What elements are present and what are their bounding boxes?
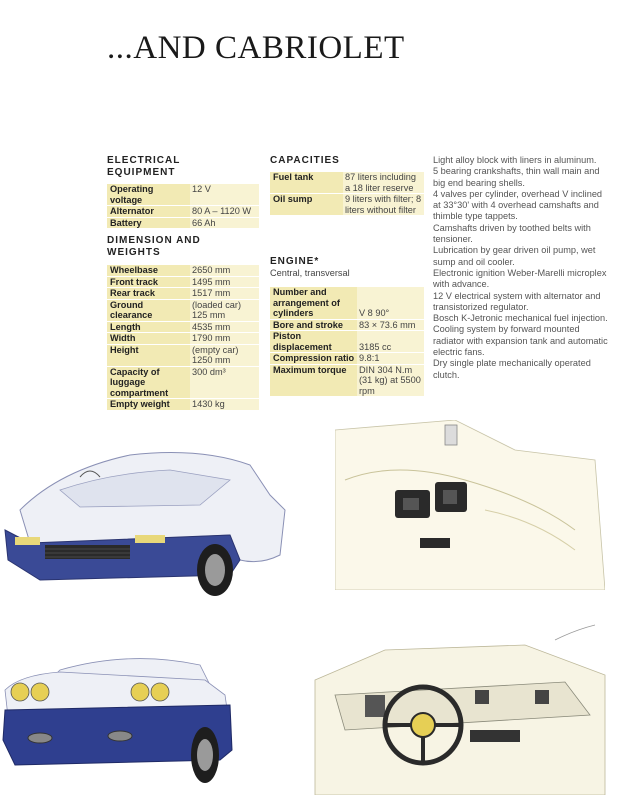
spec-key: Battery <box>107 217 190 228</box>
table-row <box>270 353 424 365</box>
engine-description <box>433 155 609 381</box>
spec-key: Front track <box>107 276 190 288</box>
spec-value: 1517 mm <box>190 288 259 300</box>
description-paragraph: 5 bearing crankshafts, thin wall main and big end bearing shells. <box>433 166 600 188</box>
spec-value: 1790 mm <box>190 333 259 345</box>
table-row <box>107 276 259 288</box>
spec-value: 9.8:1 <box>357 353 424 365</box>
engine-table <box>270 287 424 396</box>
capacities-table <box>270 172 424 215</box>
table-row <box>270 194 424 216</box>
spec-key: Height <box>107 344 190 366</box>
spec-key: Piston displacement <box>270 331 357 353</box>
spec-value: 87 liters including a 18 liter reserve <box>343 172 424 194</box>
engine-heading: ENGINE* <box>270 256 320 267</box>
table-row <box>107 217 259 228</box>
spec-value: 80 A – 1120 W <box>190 206 259 218</box>
spec-key: Capacity of luggage compartment <box>107 366 190 399</box>
spec-value: DIN 304 N.m (31 kg) at 5500 rpm <box>357 364 424 396</box>
table-row <box>107 366 259 399</box>
table-row <box>107 344 259 366</box>
description-paragraph: 12 V electrical system with alternator and transistorized regulator. <box>433 290 601 312</box>
spec-value: 4535 mm <box>190 321 259 333</box>
door-detail-illustration <box>335 420 605 590</box>
table-row <box>270 331 424 353</box>
description-paragraph: Lubrication by gear driven oil pump, wet sump and oil cooler. <box>433 245 596 267</box>
description-paragraph: 4 valves per cylinder, overhead V inclined at 33°30' with 4 overhead camshafts and thimble type tappets. <box>433 188 603 222</box>
spec-value: 66 Ah <box>190 217 259 228</box>
description-paragraph: Dry single plate mechanically operated clutch. <box>433 358 591 380</box>
spec-key: Operating voltage <box>107 184 190 206</box>
dashboard-illustration <box>305 620 610 795</box>
spec-key: Ground clearance <box>107 299 190 321</box>
table-row <box>107 206 259 218</box>
table-row <box>107 265 259 276</box>
description-paragraph: Light alloy block with liners in aluminum. <box>433 155 597 165</box>
spec-key: Fuel tank <box>270 172 343 194</box>
dimensions-heading: DIMENSION AND WEIGHTS <box>107 235 201 258</box>
table-row <box>107 333 259 345</box>
spec-value: 9 liters with filter; 8 liters without filter <box>343 194 424 216</box>
description-paragraph: Camshafts driven by toothed belts with tensioner. <box>433 222 591 245</box>
table-row <box>270 172 424 194</box>
description-paragraph: Electronic ignition Weber-Marelli microplex with advance. <box>433 267 607 290</box>
dimensions-table <box>107 265 259 410</box>
spec-key: Compression ratio <box>270 353 357 365</box>
spec-key: Alternator <box>107 206 190 218</box>
spec-value: 83 × 73.6 mm <box>357 319 424 331</box>
spec-key: Number and arrangement of cylinders <box>270 287 357 319</box>
description-paragraph: Cooling system by forward mounted radiator with expansion tank and automatic electric fans. <box>433 324 608 358</box>
electrical-heading: ELECTRICAL EQUIPMENT <box>107 155 181 178</box>
spec-value: 300 dm³ <box>190 366 259 399</box>
table-row <box>107 299 259 321</box>
table-row <box>107 321 259 333</box>
spec-value: (loaded car) 125 mm <box>190 299 259 321</box>
engine-layout-text: Central, transversal <box>270 268 350 278</box>
table-row <box>270 364 424 396</box>
spec-value: 2650 mm <box>190 265 259 276</box>
description-paragraph: Bosch K-Jetronic mechanical fuel injection. <box>433 313 608 324</box>
spec-value: 3185 cc <box>357 331 424 353</box>
table-row <box>107 184 259 206</box>
spec-value: 1430 kg <box>190 399 259 410</box>
spec-value: 1495 mm <box>190 276 259 288</box>
spec-key: Width <box>107 333 190 345</box>
car-front-illustration <box>0 435 290 605</box>
spec-key: Rear track <box>107 288 190 300</box>
page-title: ...AND CABRIOLET <box>107 30 405 66</box>
spec-key: Empty weight <box>107 399 190 410</box>
spec-key: Oil sump <box>270 194 343 216</box>
table-row <box>270 319 424 331</box>
spec-key: Wheelbase <box>107 265 190 276</box>
electrical-table <box>107 184 259 228</box>
table-row <box>270 287 424 319</box>
spec-key: Maximum torque <box>270 364 357 396</box>
spec-key: Length <box>107 321 190 333</box>
capacities-heading: CAPACITIES <box>270 155 340 166</box>
table-row <box>107 399 259 410</box>
car-rear-illustration <box>0 640 240 795</box>
table-row <box>107 288 259 300</box>
spec-value: (empty car) 1250 mm <box>190 344 259 366</box>
spec-value: V 8 90° <box>357 287 424 319</box>
spec-key: Bore and stroke <box>270 319 357 331</box>
spec-value: 12 V <box>190 184 259 206</box>
